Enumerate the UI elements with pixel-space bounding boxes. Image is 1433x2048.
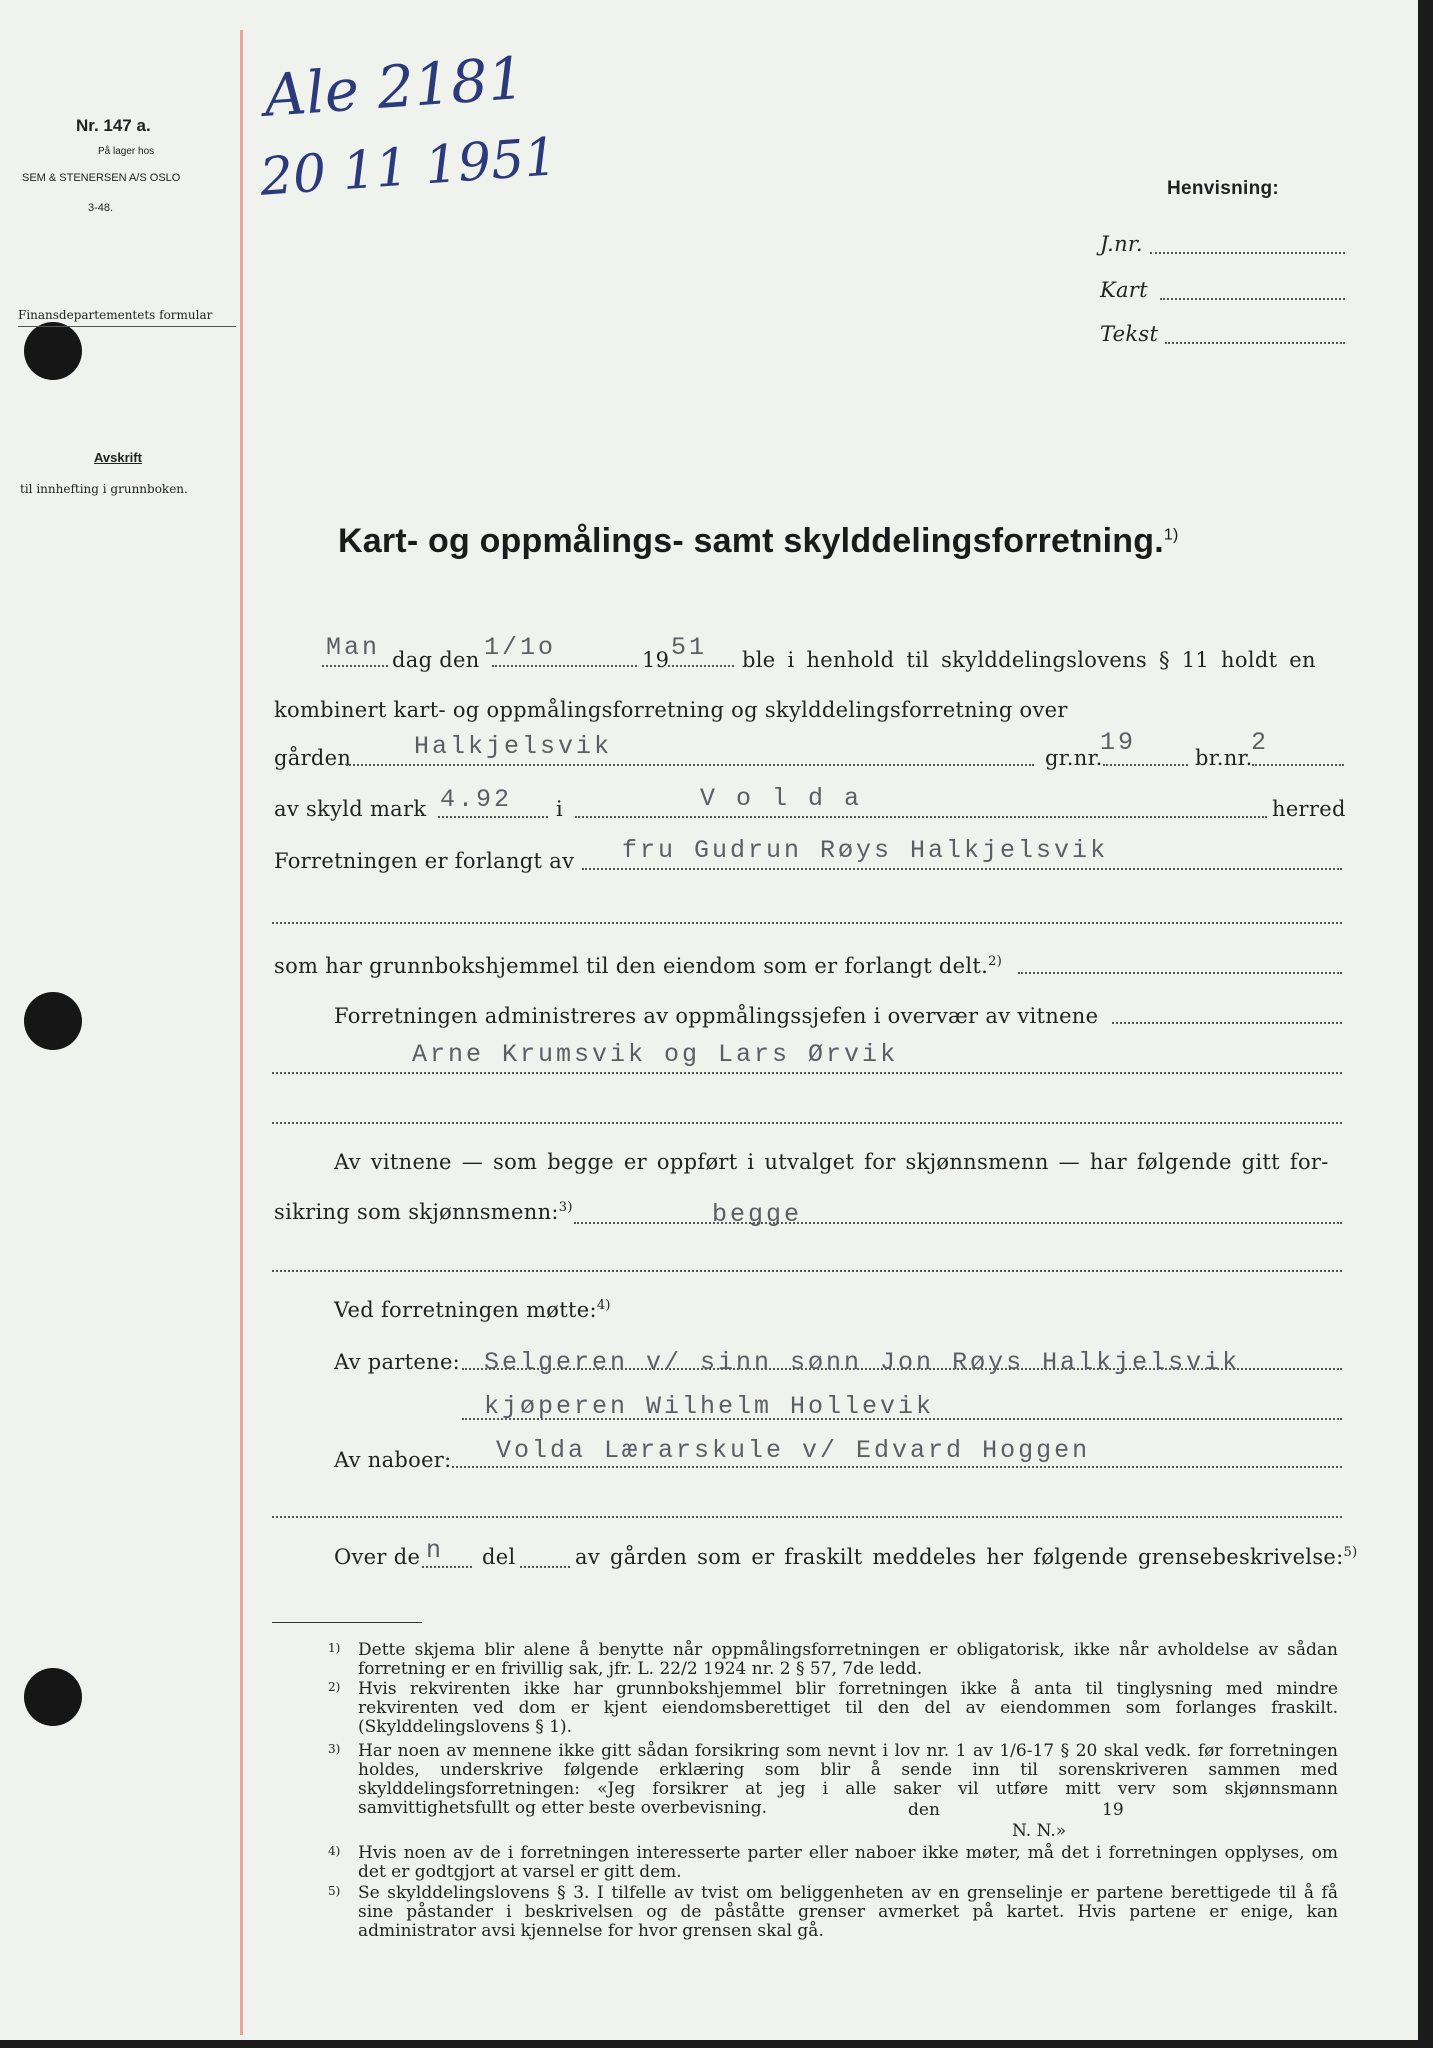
- year-prefix: 19: [642, 648, 670, 672]
- grunnbok-text: [274, 954, 1002, 978]
- skyld-field[interactable]: [438, 816, 548, 818]
- neighbors-field[interactable]: [452, 1466, 1342, 1468]
- year-suffix: 51: [671, 633, 708, 662]
- publisher-line2: SEM & STENERSEN A/S OSLO: [22, 172, 181, 184]
- brnr-label: br.nr.: [1195, 746, 1253, 770]
- brnr-value: 2: [1251, 728, 1270, 757]
- copy-label: Avskrift: [94, 450, 142, 465]
- grnr-value: 19: [1100, 728, 1137, 757]
- witnesses-field-2[interactable]: [272, 1122, 1342, 1124]
- boundary-over: Over de: [334, 1545, 421, 1569]
- line2-text: kombinert kart- og oppmålingsforretning og skylddelingsforretning over: [274, 698, 1068, 722]
- requested-by: fru Gudrun Røys Halkjelsvik: [622, 836, 1109, 865]
- witness-assurance-text: sikring som skjønnsmenn:: [274, 1200, 559, 1224]
- witnesses-value: Arne Krumsvik og Lars Ørvik: [412, 1040, 899, 1069]
- witnesses-field[interactable]: [272, 1072, 1342, 1074]
- year-field[interactable]: [668, 665, 734, 667]
- municipality-field[interactable]: [575, 816, 1267, 818]
- handwritten-reference: Ale 2181: [262, 43, 527, 130]
- witness-assurance-line1: Av vitnene — som begge er oppført i utvalget for skjønnsmenn — har følgende gitt for-: [334, 1150, 1329, 1174]
- ministry-underline: [18, 326, 236, 327]
- neighbors-line1: Volda Lærarskule v/ Edvard Hoggen: [496, 1436, 1091, 1465]
- grunnbok-text-value: som har grunnbokshjemmel til den eiendom som er forlangt delt.: [274, 954, 989, 978]
- footnote-5-num: 5): [328, 1884, 341, 1898]
- title-text: Kart- og oppmålings- samt skylddelingsforretning.: [338, 522, 1164, 560]
- line1-text: ble i henhold til skylddelingslovens § 11 holdt en: [742, 648, 1316, 672]
- footnote-1: Dette skjema blir alene å benytte når oppmålingsforretningen er obligatorisk, ikke når avholdelse av sådan forretning er en frivillig sak, jfr. L. 22/2 1924 nr. 2 § 57, 7de ledd.: [358, 1640, 1338, 1679]
- parties-field[interactable]: [462, 1368, 1342, 1370]
- witness-assurance-field[interactable]: [574, 1222, 1342, 1224]
- present-note: 4): [596, 1298, 611, 1313]
- present-text-value: Ved forretningen møtte:: [334, 1298, 597, 1322]
- witness-assurance-field-2[interactable]: [272, 1270, 1342, 1272]
- footnote-3-num: 3): [328, 1742, 341, 1756]
- weekday-field[interactable]: [322, 665, 388, 667]
- punch-hole-middle: [24, 992, 82, 1050]
- tekst-field[interactable]: [1165, 342, 1345, 344]
- footnote-3-nn: N. N.»: [1012, 1821, 1067, 1841]
- print-date: 3-48.: [88, 202, 114, 214]
- parties-field-2[interactable]: [462, 1418, 1342, 1420]
- witness-assurance-line2: [274, 1200, 573, 1224]
- boundary-text-value: av gården som er fraskilt meddeles her følgende grensebeskrivelse:: [575, 1545, 1344, 1569]
- jnr-field[interactable]: [1150, 252, 1345, 254]
- dag-den-label: dag den: [392, 648, 480, 672]
- present-text: [334, 1298, 611, 1322]
- date-value: 1/1o: [484, 633, 557, 662]
- footnote-separator: [272, 1622, 422, 1623]
- grunnbok-note: 2): [988, 954, 1003, 969]
- kart-field[interactable]: [1160, 298, 1345, 300]
- grunnbok-field[interactable]: [1018, 972, 1342, 974]
- tekst-label: Tekst: [1100, 322, 1159, 346]
- footnote-3-year: 19: [1102, 1800, 1124, 1820]
- copy-purpose: til innhefting i grunnboken.: [20, 482, 188, 496]
- neighbors-label: Av naboer:: [334, 1448, 452, 1472]
- skyld-i: i: [556, 797, 564, 821]
- municipality-value: V o l d a: [700, 784, 863, 813]
- skyld-label: av skyld mark: [274, 797, 427, 821]
- punch-hole-top: [24, 322, 82, 380]
- page-title: [338, 522, 1179, 561]
- margin-rule: [240, 30, 243, 2035]
- form-number: Nr. 147 a.: [76, 116, 151, 135]
- parties-label: Av partene:: [334, 1350, 461, 1374]
- farm-field[interactable]: [346, 764, 1034, 766]
- footnote-4-num: 4): [328, 1844, 341, 1858]
- farm-label: gården: [274, 746, 352, 770]
- herred-label: herred: [1272, 797, 1346, 821]
- kart-label: Kart: [1100, 278, 1148, 302]
- weekday-value: Man: [326, 633, 381, 662]
- footnote-3-den: den: [908, 1800, 940, 1820]
- skyld-value: 4.92: [440, 785, 513, 814]
- date-field[interactable]: [492, 665, 637, 667]
- farm-name: Halkjelsvik: [414, 732, 613, 761]
- parties-line2: kjøperen Wilhelm Hollevik: [484, 1392, 935, 1421]
- punch-hole-bottom: [24, 1668, 82, 1726]
- grnr-label: gr.nr.: [1045, 746, 1103, 770]
- boundary-text: [575, 1545, 1357, 1569]
- reference-heading: Henvisning:: [1167, 178, 1280, 199]
- title-note: 1): [1163, 526, 1179, 544]
- footnote-4: Hvis noen av de i forretningen interesserte parter eller naboer ikke møter, må det i forretningen opplyses, om det er godtgjort at varsel er gitt dem.: [358, 1843, 1338, 1882]
- boundary-handwritten: n: [426, 1536, 445, 1565]
- requested-field[interactable]: [582, 868, 1342, 870]
- footnote-2-num: 2): [328, 1680, 341, 1694]
- publisher-line1: På lager hos: [98, 146, 155, 157]
- witness-assurance-note: 3): [558, 1200, 573, 1215]
- administered-field[interactable]: [1112, 1022, 1342, 1024]
- jnr-label: J.nr.: [1100, 232, 1143, 256]
- footnote-1-num: 1): [328, 1641, 341, 1655]
- boundary-field-1[interactable]: [422, 1566, 472, 1568]
- boundary-field-2[interactable]: [520, 1566, 570, 1568]
- requested-label: Forretningen er forlangt av: [274, 849, 575, 873]
- grnr-field[interactable]: [1103, 764, 1188, 766]
- footnote-2: Hvis rekvirenten ikke har grunnbokshjemmel blir forretningen ikke å anta til tinglysning med mindre rekvirenten ved dom er kjent eiendomsberettiget til den del av eiendommen som forlanges fraskilt. (Skylddelingslovens § 1).: [358, 1679, 1338, 1737]
- neighbors-field-2[interactable]: [272, 1516, 1342, 1518]
- footnote-5: Se skylddelingslovens § 3. I tilfelle av tvist om beliggenheten av en grenselinje er partene berettigede til å få sine påstander i beskrivelsen og de påståtte grenser avmerket på kartet. Hvis partene er enige, kan administrator avsi kjennelse for hvor grensen skal gå.: [358, 1883, 1338, 1941]
- boundary-note: 5): [1343, 1545, 1358, 1560]
- handwritten-date: 20 11 1951: [258, 127, 560, 208]
- ministry-label: Finansdepartementets formular: [18, 308, 213, 322]
- parties-line1: Selgeren v/ sinn sønn Jon Røys Halkjelsvik: [484, 1348, 1241, 1377]
- footnote-3: Har noen av mennene ikke gitt sådan forsikring som nevnt i lov nr. 1 av 1/6-17 § 20 skal vedk. før forretningen holdes, underskrive følgende erklæring som blir å sende inn til sorenskriveren sammen med skylddelingsforretningen: «Jeg forsikrer at jeg i alle saker vil utføre mitt verv som skjønnsmann samvittighetsfullt og etter beste overbevisning.: [358, 1741, 1338, 1818]
- boundary-del: del: [482, 1545, 516, 1569]
- brnr-field[interactable]: [1252, 764, 1344, 766]
- requested-field-2[interactable]: [272, 922, 1342, 924]
- witness-assurance-value: begge: [712, 1200, 803, 1229]
- administered-text: Forretningen administreres av oppmålingssjefen i overvær av vitnene: [334, 1004, 1099, 1028]
